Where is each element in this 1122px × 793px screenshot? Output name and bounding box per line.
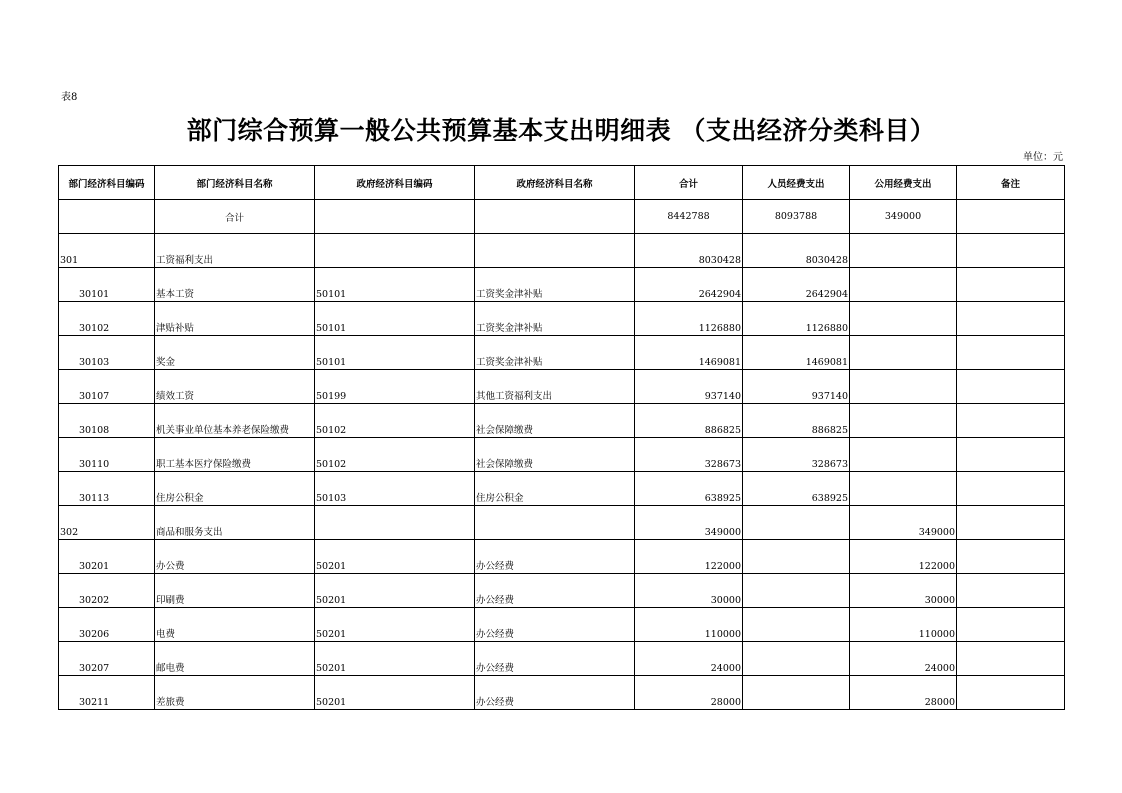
note-cell: [957, 404, 1065, 438]
public-cell: 24000: [850, 642, 957, 676]
code-cell: 30103: [59, 336, 155, 370]
note-cell: [957, 234, 1065, 268]
gov-name-cell: 办公经费: [475, 540, 635, 574]
amount-cell: 122000: [635, 540, 743, 574]
personnel-cell: [743, 574, 850, 608]
note-cell: [957, 676, 1065, 710]
public-cell: [850, 268, 957, 302]
name-cell: 住房公积金: [155, 472, 315, 506]
gov-code-cell: 50103: [315, 472, 475, 506]
gov-code-cell: 50102: [315, 438, 475, 472]
header-row: [59, 166, 1065, 200]
public-cell: 30000: [850, 574, 957, 608]
amount-cell: 638925: [635, 472, 743, 506]
note-cell: [957, 438, 1065, 472]
public-cell: [850, 234, 957, 268]
gov-name-cell: 办公经费: [475, 642, 635, 676]
page-title: 部门综合预算一般公共预算基本支出明细表 （支出经济分类科目）: [186, 116, 936, 145]
personnel-cell: [743, 506, 850, 540]
total-personnel: 8093788: [743, 200, 850, 234]
table-row: [59, 574, 1065, 608]
public-cell: [850, 302, 957, 336]
name-cell: 印刷费: [155, 574, 315, 608]
name-cell: 绩效工资: [155, 370, 315, 404]
table-row: [59, 370, 1065, 404]
table-row: [59, 642, 1065, 676]
public-cell: [850, 438, 957, 472]
gov-code-cell: 50199: [315, 370, 475, 404]
table-row: [59, 506, 1065, 540]
name-cell: 商品和服务支出: [155, 506, 315, 540]
note-cell: [957, 506, 1065, 540]
amount-cell: 328673: [635, 438, 743, 472]
table-row: [59, 234, 1065, 268]
personnel-cell: [743, 642, 850, 676]
header-cell: 合计: [635, 166, 743, 200]
note-cell: [957, 472, 1065, 506]
gov-name-cell: [475, 234, 635, 268]
header-cell: 政府经济科目编码: [315, 166, 475, 200]
gov-name-cell: 社会保障缴费: [475, 438, 635, 472]
code-cell: 302: [59, 506, 155, 540]
header-cell: 部门经济科目编码: [59, 166, 155, 200]
public-cell: [850, 370, 957, 404]
name-cell: 机关事业单位基本养老保险缴费: [155, 404, 315, 438]
amount-cell: 1469081: [635, 336, 743, 370]
total-note-cell: [957, 200, 1065, 234]
gov-code-cell: 50101: [315, 336, 475, 370]
table-number: 表8: [61, 92, 78, 103]
table-row: [59, 472, 1065, 506]
gov-code-cell: 50102: [315, 404, 475, 438]
personnel-cell: 1126880: [743, 302, 850, 336]
gov-code-cell: 50201: [315, 642, 475, 676]
code-cell: 30107: [59, 370, 155, 404]
public-cell: 110000: [850, 608, 957, 642]
amount-cell: 886825: [635, 404, 743, 438]
amount-cell: 110000: [635, 608, 743, 642]
gov-code-cell: 50101: [315, 302, 475, 336]
gov-name-cell: 办公经费: [475, 608, 635, 642]
name-cell: 邮电费: [155, 642, 315, 676]
public-cell: [850, 404, 957, 438]
name-cell: 工资福利支出: [155, 234, 315, 268]
header-cell: 人员经费支出: [743, 166, 850, 200]
header-cell: 政府经济科目名称: [475, 166, 635, 200]
total-row: [59, 200, 1065, 234]
total-amount: 8442788: [635, 200, 743, 234]
total-label: 合计: [155, 200, 315, 234]
amount-cell: 2642904: [635, 268, 743, 302]
total-gov-name-cell: [475, 200, 635, 234]
amount-cell: 8030428: [635, 234, 743, 268]
amount-cell: 30000: [635, 574, 743, 608]
code-cell: 30201: [59, 540, 155, 574]
gov-code-cell: 50101: [315, 268, 475, 302]
unit-label: 单位：元: [1023, 152, 1063, 163]
public-cell: 122000: [850, 540, 957, 574]
table-row: [59, 540, 1065, 574]
code-cell: 30206: [59, 608, 155, 642]
name-cell: 差旅费: [155, 676, 315, 710]
gov-code-cell: [315, 234, 475, 268]
amount-cell: 1126880: [635, 302, 743, 336]
gov-name-cell: 工资奖金津补贴: [475, 302, 635, 336]
name-cell: 津贴补贴: [155, 302, 315, 336]
code-cell: 30102: [59, 302, 155, 336]
gov-name-cell: 住房公积金: [475, 472, 635, 506]
code-cell: 30108: [59, 404, 155, 438]
amount-cell: 349000: [635, 506, 743, 540]
note-cell: [957, 336, 1065, 370]
personnel-cell: 328673: [743, 438, 850, 472]
gov-name-cell: 办公经费: [475, 574, 635, 608]
code-cell: 30113: [59, 472, 155, 506]
name-cell: 电费: [155, 608, 315, 642]
code-cell: 30207: [59, 642, 155, 676]
name-cell: 基本工资: [155, 268, 315, 302]
personnel-cell: 1469081: [743, 336, 850, 370]
code-cell: 30211: [59, 676, 155, 710]
note-cell: [957, 268, 1065, 302]
name-cell: 职工基本医疗保险缴费: [155, 438, 315, 472]
amount-cell: 28000: [635, 676, 743, 710]
public-cell: [850, 472, 957, 506]
name-cell: 办公费: [155, 540, 315, 574]
table-row: [59, 268, 1065, 302]
gov-code-cell: 50201: [315, 676, 475, 710]
personnel-cell: [743, 676, 850, 710]
table-row: [59, 438, 1065, 472]
total-code-cell: [59, 200, 155, 234]
total-gov-code-cell: [315, 200, 475, 234]
gov-name-cell: [475, 506, 635, 540]
header-cell: 公用经费支出: [850, 166, 957, 200]
public-cell: 349000: [850, 506, 957, 540]
note-cell: [957, 302, 1065, 336]
table-row: [59, 302, 1065, 336]
note-cell: [957, 370, 1065, 404]
code-cell: 30110: [59, 438, 155, 472]
table-row: [59, 676, 1065, 710]
gov-name-cell: 办公经费: [475, 676, 635, 710]
note-cell: [957, 574, 1065, 608]
header-cell: 备注: [957, 166, 1065, 200]
code-cell: 301: [59, 234, 155, 268]
code-cell: 30202: [59, 574, 155, 608]
gov-code-cell: 50201: [315, 574, 475, 608]
gov-name-cell: 其他工资福利支出: [475, 370, 635, 404]
personnel-cell: [743, 608, 850, 642]
personnel-cell: 937140: [743, 370, 850, 404]
amount-cell: 937140: [635, 370, 743, 404]
gov-name-cell: 工资奖金津补贴: [475, 268, 635, 302]
total-public: 349000: [850, 200, 957, 234]
note-cell: [957, 642, 1065, 676]
table-row: [59, 404, 1065, 438]
personnel-cell: 886825: [743, 404, 850, 438]
note-cell: [957, 540, 1065, 574]
gov-code-cell: 50201: [315, 540, 475, 574]
personnel-cell: [743, 540, 850, 574]
expenditure-table: [58, 165, 1065, 710]
name-cell: 奖金: [155, 336, 315, 370]
personnel-cell: 2642904: [743, 268, 850, 302]
amount-cell: 24000: [635, 642, 743, 676]
public-cell: [850, 336, 957, 370]
gov-code-cell: [315, 506, 475, 540]
personnel-cell: 8030428: [743, 234, 850, 268]
table-row: [59, 608, 1065, 642]
note-cell: [957, 608, 1065, 642]
gov-name-cell: 社会保障缴费: [475, 404, 635, 438]
table-row: [59, 336, 1065, 370]
header-cell: 部门经济科目名称: [155, 166, 315, 200]
code-cell: 30101: [59, 268, 155, 302]
public-cell: 28000: [850, 676, 957, 710]
gov-code-cell: 50201: [315, 608, 475, 642]
gov-name-cell: 工资奖金津补贴: [475, 336, 635, 370]
personnel-cell: 638925: [743, 472, 850, 506]
